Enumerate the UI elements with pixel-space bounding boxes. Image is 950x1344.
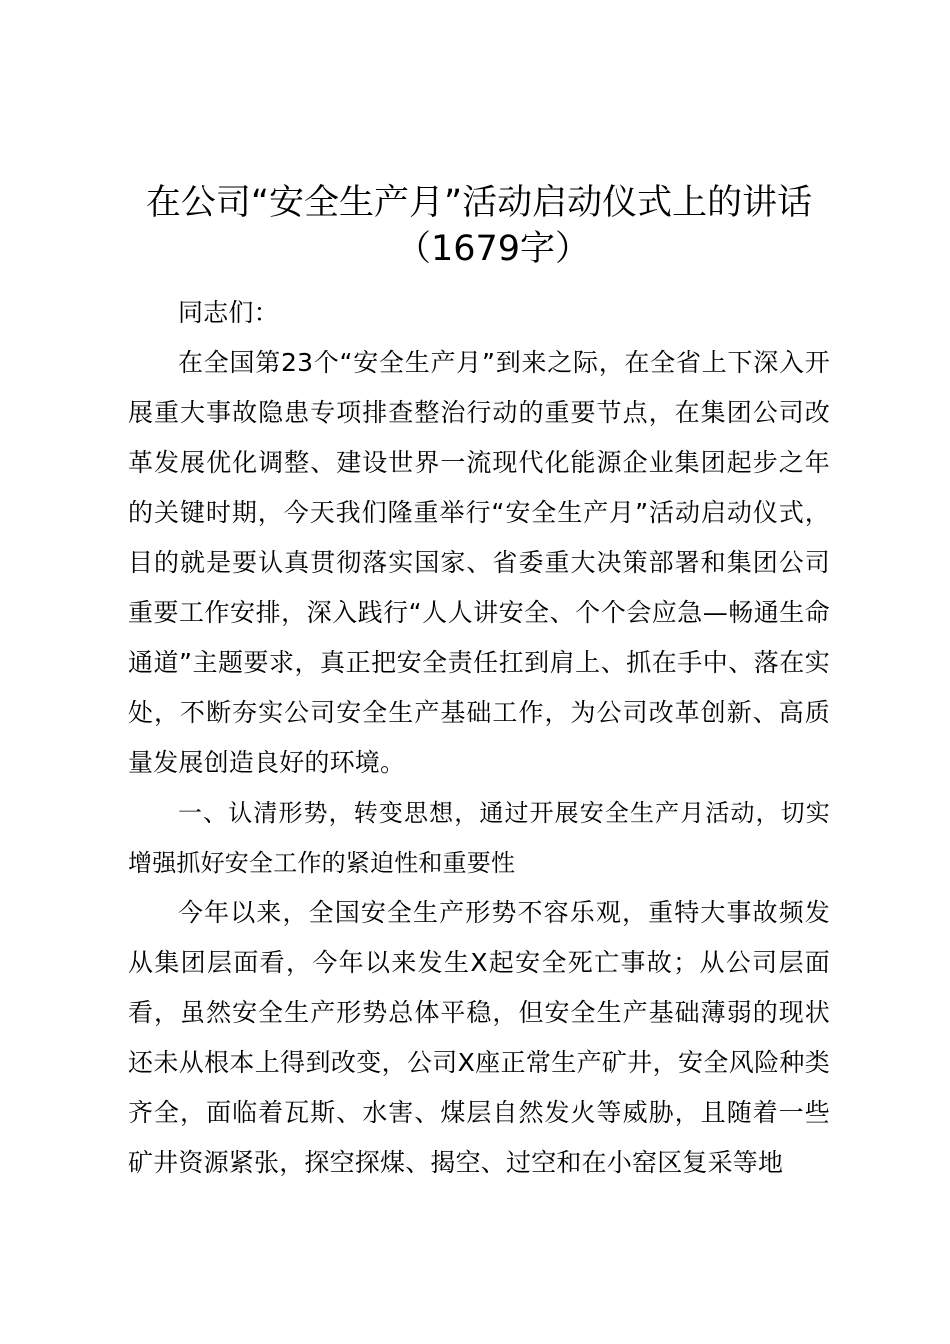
salutation: 同志们：: [178, 298, 279, 327]
document-body: [128, 288, 830, 1188]
section-heading: 一、认清形势，转变思想，通过开展安全生产月活动，切实增强抓好安全工作的紧迫性和重要性: [128, 799, 830, 877]
body-paragraph: 在全国第23个“安全生产月”到来之际，在全省上下深入开展重大事故隐患专项排查整治行动的重要节点，在集团公司改革发展优化调整、建设世界一流现代化能源企业集团起步之年的关键时期，今天我们隆重举行“安全生产月”活动启动仪式，目的就是要认真贯彻落实国家、省委重大决策部署和集团公司重要工作安排，深入践行“人人讲安全、个个会应急—畅通生命通道”主题要求，真正把安全责任扛到肩上、抓在手中、落在实处，不断夯实公司安全生产基础工作，为公司改革创新、高质量发展创造良好的环境。: [128, 348, 830, 777]
title-line-2: （1679字）: [395, 229, 591, 269]
document-page: [128, 180, 830, 1188]
document-title: [128, 180, 830, 272]
title-line-1: 在公司“安全生产月”活动启动仪式上的讲话: [145, 183, 813, 223]
body-paragraph: 今年以来，全国安全生产形势不容乐观，重特大事故频发从集团层面看，今年以来发生X起安全死亡事故；从公司层面看，虽然安全生产形势总体平稳，但安全生产基础薄弱的现状还未从根本上得到改变，公司X座正常生产矿井，安全风险种类齐全，面临着瓦斯、水害、煤层自然发火等威胁，且随着一些矿井资源紧张，探空探煤、揭空、过空和在小窑区复采等地: [128, 898, 830, 1177]
